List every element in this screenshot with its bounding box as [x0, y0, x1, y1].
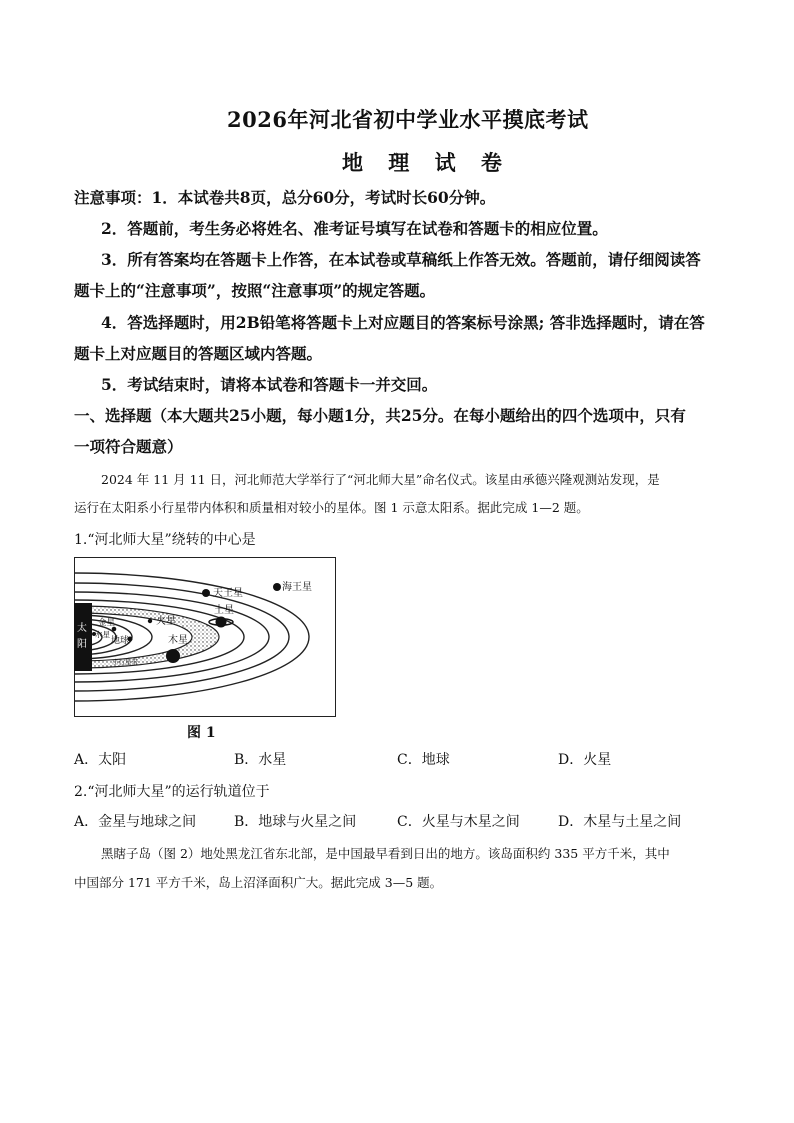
- exam-title: 2026年河北省初中学业水平摸底考试: [227, 107, 589, 132]
- venus: [112, 627, 117, 632]
- asteroid-belt-label: 小行星带: [112, 659, 138, 666]
- q1-option-d: D．火星: [558, 752, 612, 768]
- q2-option-b: B．地球与火星之间: [234, 814, 357, 830]
- section-heading-line-1: 一、选择题（本大题共25小题，每小题1分，共25分。在每小题给出的四个选项中，只有: [74, 406, 686, 425]
- sun-label-2: 阳: [77, 639, 87, 650]
- q1-option-b: B．水星: [234, 752, 287, 768]
- question-2-stem: 2.“河北师大星”的运行轨道位于: [74, 784, 270, 800]
- q2-option-d: D．木星与土星之间: [558, 814, 682, 830]
- figure-1-caption: 图 1: [187, 725, 216, 741]
- exam-subtitle: 地 理 试 卷: [342, 150, 511, 175]
- q2-option-a: A．金星与地球之间: [74, 814, 197, 830]
- uranus: [202, 589, 210, 597]
- uranus-label: 天王星: [213, 588, 243, 599]
- passage2-line-2: 中国部分 171 平方千米，岛上沼泽面积广大。据此完成 3—5 题。: [74, 875, 443, 890]
- question-1-stem: 1.“河北师大星”绕转的中心是: [74, 532, 256, 548]
- mars-label: 火星: [156, 616, 176, 627]
- jupiter-label: 木星: [168, 635, 188, 646]
- saturn-label: 土星: [214, 605, 234, 616]
- notes-line-7: 5．考试结束时，请将本试卷和答题卡一并交回。: [101, 375, 438, 394]
- notes-line-1: 注意事项：1．本试卷共8页，总分60分，考试时长60分钟。: [74, 188, 496, 207]
- q2-option-c: C．火星与木星之间: [397, 814, 520, 830]
- q1-option-c: C．地球: [397, 752, 450, 768]
- earth-label: 地球: [111, 635, 130, 645]
- solar-system-figure: [74, 557, 336, 717]
- sun-label-1: 太: [77, 623, 87, 634]
- sun: [74, 603, 92, 671]
- mars: [148, 619, 152, 623]
- passage1-line-2: 运行在太阳系小行星带内体积和质量相对较小的星体。图 1 示意太阳系。据此完成 1—2 题。: [74, 500, 589, 515]
- neptune-label: 海王星: [282, 582, 312, 593]
- jupiter: [166, 649, 180, 663]
- notes-line-4: 题卡上的“注意事项”，按照“注意事项”的规定答题。: [74, 281, 436, 300]
- section-heading-line-2: 一项符合题意）: [74, 437, 183, 456]
- passage2-line-1: 黑瞎子岛（图 2）地处黑龙江省东北部，是中国最早看到日出的地方。该岛面积约 335 平方千米，其中: [101, 846, 670, 861]
- venus-label: 金星: [98, 617, 116, 627]
- notes-line-2: 2．答题前，考生务必将姓名、准考证号填写在试卷和答题卡的相应位置。: [101, 219, 608, 238]
- q1-option-a: A．太阳: [74, 752, 127, 768]
- mercury-label: 水星: [95, 630, 110, 639]
- passage1-line-1: 2024 年 11 月 11 日，河北师范大学举行了“河北师大星”命名仪式。该星由承德兴隆观测站发现，是: [101, 472, 660, 487]
- notes-line-6: 题卡上对应题目的答题区域内答题。: [74, 344, 323, 363]
- notes-line-3: 3．所有答案均在答题卡上作答，在本试卷或草稿纸上作答无效。答题前，请仔细阅读答: [101, 250, 701, 269]
- notes-line-5: 4．答选择题时，用2B铅笔将答题卡上对应题目的答案标号涂黑; 答非选择题时，请在答: [101, 313, 705, 332]
- neptune: [273, 583, 281, 591]
